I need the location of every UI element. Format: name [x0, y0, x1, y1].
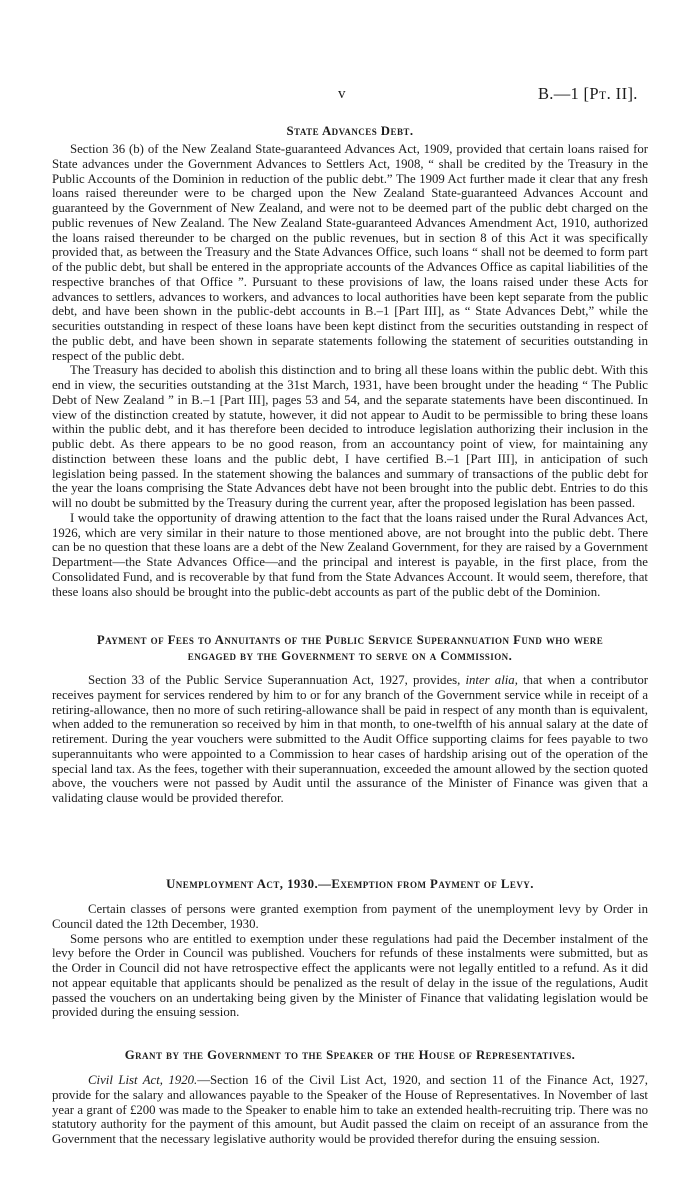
paragraph: [52, 932, 648, 1021]
paragraph-text: The Treasury has decided to abolish this distinction and to bring all these loans within the public debt. With this end in view, the securities outstanding at the 31st March, 1931, have been brought under the heading “ The Public Debt of New Zealand ” in B.–1 [Part III], pages 53 and 54, and the separate statements have been discontinued. In view of the distinction created by statute, however, it did not appear to Audit to be permissible to bring these loans within the public debt, and it has therefore been decided to introduce legislation authorizing their inclusion in the public debt. As there appears to be no good reason, from an accountancy point of view, for maintaining any distinction between these loans and the public debt, I have certified B.–1 [Part III], in anticipation of such legislation being passed. In the statement showing the balances and summary of transactions of the public debt for the year the loans comprising the State Advances debt have not been brought into the public debt. Entries to do this will no doubt be submitted by the Treasury during the current year, after the proposed legislation has been passed.: [52, 363, 648, 510]
paragraph-italic-text: Civil List Act, 1920.: [88, 1073, 198, 1087]
paragraph-text: Certain classes of persons were granted exemption from payment of the unemployment levy by Order in Council dated the 12th December, 1930.: [52, 902, 648, 931]
document-reference: [538, 84, 638, 104]
doc-ref-suffix: ].: [627, 84, 638, 103]
paragraph-text: that when a contributor receives payment for services rendered by him to or for any branch of the Government service while in receipt of a retiring-allowance, then no more of such retiring-allowance shall be paid in respect of any month than is equivalent, when added to the remuneration so received by him in that month, to one-twelfth of his annual salary at the date of retirement. During the year vouchers were submitted to the Audit Office supporting claims for fees payable to two superannuitants who were appointed to a Commission to hear cases of hardship arising out of the operation of the special land tax. As the fees, together with their superannuation, exceeded the amount allowed by the section quoted above, the vouchers were not passed by Audit until the assurance of the Minister of Finance was given that a validating clause would be provided therefor.: [52, 673, 648, 805]
paragraph: [52, 1073, 648, 1147]
paragraph: [52, 902, 648, 932]
paragraph: [52, 673, 648, 806]
paragraph: [52, 363, 648, 511]
paragraph-text: Section 33 of the Public Service Superannuation Act, 1927, provides,: [88, 673, 466, 687]
section-heading: Unemployment Act, 1930.—Exemption from Payment of Levy.: [166, 877, 534, 891]
paragraph-italic-text: inter alia,: [465, 673, 518, 687]
section-speaker-grant: [52, 1048, 648, 1147]
paragraph-text: I would take the opportunity of drawing attention to the fact that the loans raised under the Rural Advances Act, 1926, which are very similar in their nature to those mentioned above, are not brought into the public debt. There can be no question that these loans are a debt of the New Zealand Government, for they are raised by a Government Department—the State Advances Office—and the principal and interest is payable, in the first place, from the Consolidated Fund, and is recoverable by that fund from the State Advances Account. It would seem, therefore, that these loans also should be brought into the public-debt accounts as part of the public debt of the Dominion.: [52, 510, 648, 599]
section-heading: Grant by the Government to the Speaker of the House of Representatives.: [124, 1048, 576, 1062]
paragraph: [52, 142, 648, 363]
doc-ref-part: Pt. II: [589, 84, 628, 103]
section-unemployment-act: [52, 877, 648, 1020]
paragraph-text: —Section 16 of the Civil List Act, 1920, and section 11 of the Finance Act, 1927, provide for the salary and allowances payable to the Speaker of the House of Representatives. In November of last year a grant of £200 was made to the Speaker to enable him to take an extended health-recruiting trip. There was no statutory authority for the payment of this amount, but Audit passed the claim on receipt of an assurance from the Government that the necessary legislative authority would be provided therefor during the ensuing session.: [52, 1073, 648, 1146]
paragraph: [52, 511, 648, 600]
page-number: v: [338, 86, 346, 102]
doc-ref-prefix: B.—1 [: [538, 84, 590, 103]
section-state-advances-debt: [52, 124, 648, 599]
section-payment-of-fees: [52, 632, 648, 806]
section-heading-line-2: engaged by the Government to serve on a Commission.: [187, 649, 513, 663]
section-heading: [52, 632, 648, 664]
section-heading-line-1: Payment of Fees to Annuitants of the Public Service Superannuation Fund who were: [96, 633, 604, 647]
paragraph-text: Section 36 (b) of the New Zealand State-guaranteed Advances Act, 1909, provided that certain loans raised for State advances under the Government Advances to Settlers Act, 1908, “ shall be credited by the Treasury in the Public Accounts of the Dominion in reduction of the public debt.” The 1909 Act further made it clear that any fresh loans raised thereunder were to be charged upon the New Zealand State-guaranteed Advances Account and guaranteed by the Government of New Zealand, and were not to be deemed part of the public debt charged on the public revenues of New Zealand. The New Zealand State-guaranteed Advances Amendment Act, 1910, authorized the loans raised thereunder to be charged on the public revenues, but in section 8 of this Act it was specifically provided that, as between the Treasury and the State Advances Office, such loans “ shall not be deemed to form part of the public debt, but shall be entered in the appropriate accounts of the Advances Office as capital liabilities of the respective branches of that Office ”. Pursuant to these provisions of law, the loans raised under these Acts for advances to settlers, advances to workers, and advances to local authorities have been kept separate from the public debt, and have been shown in the public-debt accounts in B.–1 [Part III], as “ State Advances Debt,” while the securities outstanding in respect of these loans have been kept distinct from the securities outstanding in respect of the public debt, and have been shown in separate statements following the statement of securities outstanding in respect of the public debt.: [52, 142, 648, 363]
paragraph-text: Some persons who are entitled to exemption under these regulations had paid the December instalment of the levy before the Order in Council was published. Vouchers for refunds of these instalments were submitted, but as the Order in Council did not have retrospective effect the applicants were not legally entitled to a refund. As it did not appear equitable that applicants should be penalized as the result of delay in the issue of the regulations, Audit passed the vouchers on an undertaking being given by the Minister of Finance that validating legislation would be provided during the ensuing session.: [52, 931, 648, 1020]
section-heading: State Advances Debt.: [286, 124, 414, 138]
